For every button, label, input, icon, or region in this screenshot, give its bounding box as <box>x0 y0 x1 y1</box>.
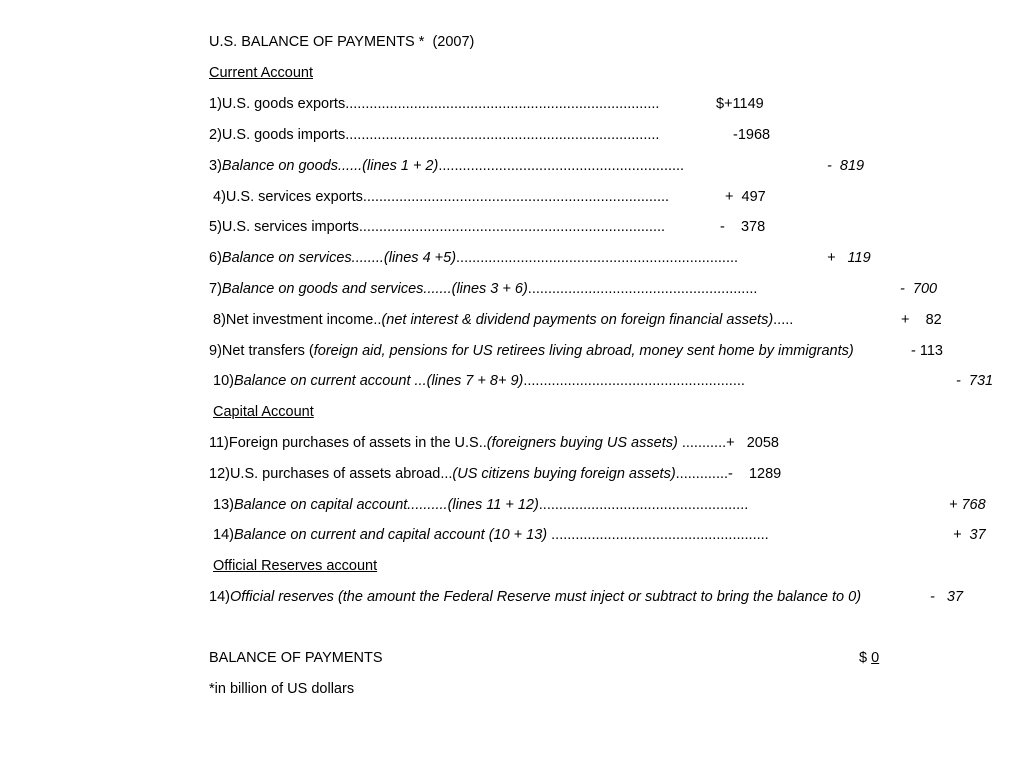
leader-dots: .............................................................................. <box>345 96 660 112</box>
row-label: 8)Net investment income.. <box>213 312 382 328</box>
row-value: - 819 <box>827 158 865 174</box>
section-capital-account: Capital Account <box>213 404 314 420</box>
leader-dots: ....................................................... <box>523 373 745 389</box>
row-italic-text: Official reserves (the amount the Federal Reserve must inject or subtract to bring the balance to 0) <box>229 589 862 605</box>
row-value: - 700 <box>900 281 938 297</box>
row-label: 10) <box>213 373 234 389</box>
row-italic-text: Balance on current and capital account (10 + 13) <box>233 527 552 543</box>
section-official-reserves: Official Reserves account <box>213 558 378 574</box>
leader-dots: ........... <box>677 435 727 451</box>
row-italic-text: (net interest & dividend payments on foreign financial assets) <box>381 312 774 328</box>
row-label: 9)Net transfers ( <box>209 343 314 359</box>
row-value: + 37 <box>953 527 986 543</box>
balance-of-payments-value <box>859 649 879 667</box>
row-value: $+1149 <box>716 96 764 112</box>
footnote: *in billion of US dollars <box>209 681 355 697</box>
row-italic-text: Balance on capital account..........(lines 11 + 12) <box>233 497 539 513</box>
row-italic-text: foreign aid, pensions for US retirees living abroad, money sent home by immigrants) <box>313 343 854 359</box>
leader-dots: ............................................................................ <box>362 189 670 205</box>
row-label: 13) <box>213 497 234 513</box>
row-value: - 378 <box>720 219 766 235</box>
row-label: 6) <box>209 250 222 266</box>
row-italic-text: (US citizens buying foreign assets) <box>452 466 676 482</box>
leader-dots: ............. <box>675 466 729 482</box>
row-label: 12)U.S. purchases of assets abroad... <box>209 466 453 482</box>
row-italic-text: Balance on current account ...(lines 7 + 8+ 9) <box>233 373 524 389</box>
leader-dots: .............................................................................. <box>345 127 660 143</box>
row-us-purchases-abroad <box>209 465 781 483</box>
leader-dots: ......................................................... <box>527 281 758 297</box>
row-label: 11)Foreign purchases of assets in the U.S.. <box>209 435 487 451</box>
leader-dots: ............................................................................ <box>358 219 666 235</box>
balance-of-payments-label: BALANCE OF PAYMENTS <box>209 650 383 666</box>
row-italic-text: Balance on goods......(lines 1 + 2) <box>221 158 439 174</box>
row-value: + 2058 <box>726 435 779 451</box>
row-goods-imports <box>209 126 659 144</box>
row-italic-text: (foreigners buying US assets) <box>486 435 678 451</box>
row-net-transfers <box>209 342 854 360</box>
row-balance-current-account <box>213 372 745 390</box>
leader-dots: ............................................................. <box>438 158 685 174</box>
row-label: 2)U.S. goods imports <box>209 127 346 143</box>
row-balance-goods-services <box>209 280 757 298</box>
row-value: - 1289 <box>728 466 782 482</box>
row-official-reserves <box>209 588 861 606</box>
row-value: + 497 <box>725 189 766 205</box>
leader-dots: ..... <box>773 312 794 328</box>
row-balance-on-services <box>209 249 738 267</box>
leader-dots: ...................................................................... <box>456 250 739 266</box>
leader-dots: ...................................................... <box>551 527 769 543</box>
currency-symbol: $ <box>859 650 868 666</box>
row-value: + 119 <box>827 250 871 266</box>
row-italic-text: Balance on services........(lines 4 +5) <box>221 250 457 266</box>
row-label: 7) <box>209 281 222 297</box>
row-value: - 37 <box>930 589 964 605</box>
row-net-investment-income <box>213 311 793 329</box>
row-label: 14) <box>209 589 230 605</box>
row-label: 3) <box>209 158 222 174</box>
row-balance-capital-account <box>213 496 748 514</box>
row-label: 5)U.S. services imports <box>209 219 359 235</box>
row-value: + 768 <box>949 497 986 513</box>
leader-dots: .................................................... <box>538 497 749 513</box>
balance-amount: 0 <box>871 650 880 666</box>
row-value: -1968 <box>733 127 771 143</box>
row-label: 1)U.S. goods exports <box>209 96 346 112</box>
row-goods-exports <box>209 95 659 113</box>
section-current-account: Current Account <box>209 65 313 81</box>
row-label: 14) <box>213 527 234 543</box>
row-balance-on-goods <box>209 157 684 175</box>
page-title: U.S. BALANCE OF PAYMENTS * (2007) <box>209 34 475 50</box>
row-value: + 82 <box>901 312 942 328</box>
row-services-exports <box>213 188 669 206</box>
row-services-imports <box>209 218 665 236</box>
row-label: 4)U.S. services exports <box>213 189 363 205</box>
row-value: - 113 <box>911 343 943 359</box>
row-value: - 731 <box>956 373 994 389</box>
row-italic-text: Balance on goods and services.......(lines 3 + 6) <box>221 281 528 297</box>
row-balance-current-and-capital <box>213 526 769 544</box>
row-foreign-purchases <box>209 434 779 452</box>
